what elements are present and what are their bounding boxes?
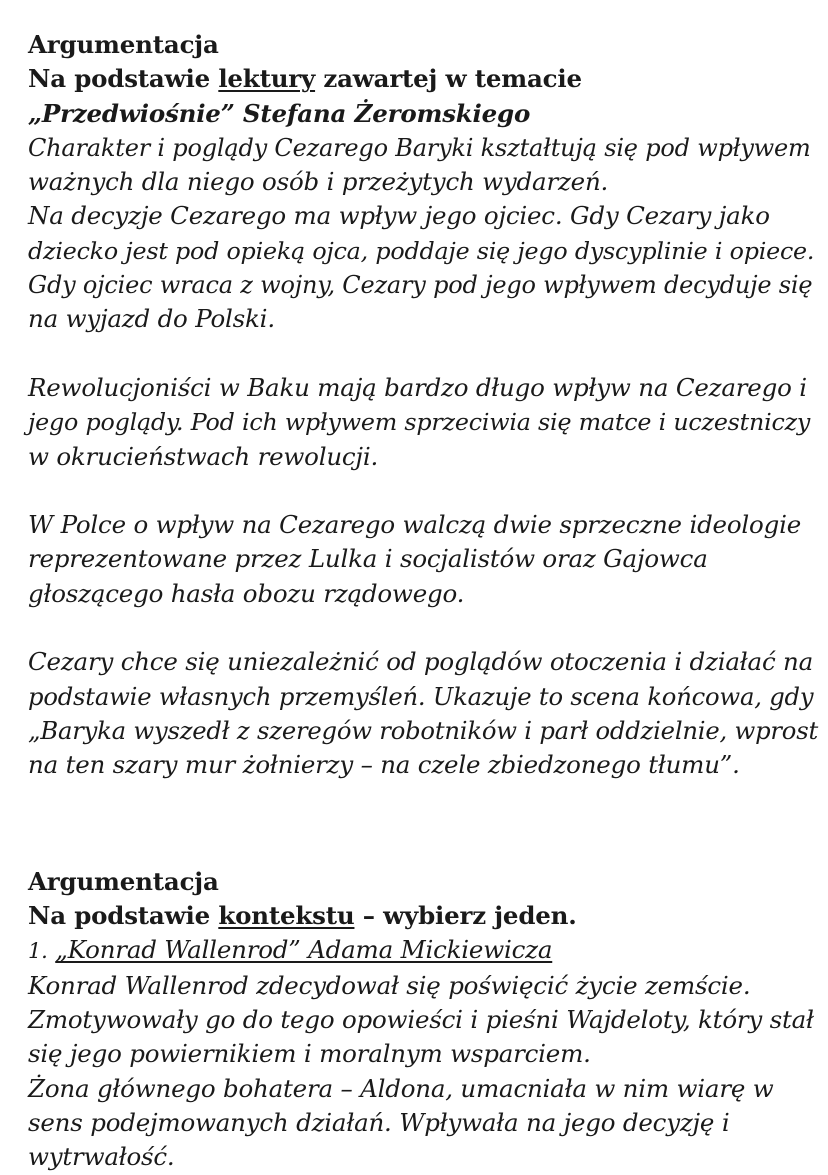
text-line: Żona głównego bohatera – Aldona, umacniała w nim wiarę w: [28, 1073, 774, 1103]
text-line: podstawie własnych przemyśleń. Ukazuje to scena końcowa, gdy: [28, 681, 814, 711]
text-line: sens podejmowanych działań. Wpływała na jego decyzję i: [28, 1107, 730, 1137]
section-lektura: [28, 28, 818, 783]
text-line: Konrad Wallenrod zdecydował się poświęcić życie zemście.: [28, 970, 751, 1000]
text-line: na ten szary mur żołnierzy – na czele zbiedzonego tłumu”.: [28, 750, 740, 780]
section-heading: Argumentacja: [28, 866, 219, 896]
text-line: się jego powiernikiem i moralnym wsparciem.: [28, 1039, 591, 1069]
text-line: Cezary chce się uniezależnić od poglądów otoczenia i działać na: [28, 647, 814, 677]
underlined-word: lektury: [218, 64, 316, 94]
text-line: dziecko jest pod opieką ojca, poddaje się jego dyscyplinie i opiece.: [28, 236, 815, 265]
text-line: w okrucieństwach rewolucji.: [28, 441, 379, 471]
item-number: 1.: [28, 939, 48, 964]
paragraph: [28, 371, 818, 474]
text-line: Charakter i poglądy Cezarego Baryki kształtują się pod wpływem: [28, 133, 811, 162]
section-heading: Argumentacja: [28, 30, 219, 59]
text-line: głoszącego hasła obozu rządowego.: [28, 578, 465, 608]
section-subheading: [28, 899, 818, 933]
text-line: jego poglądy. Pod ich wpływem sprzeciwia się matce i uczestniczy: [28, 408, 811, 437]
item-title: „Konrad Wallenrod” Adama Mickiewicza: [55, 935, 553, 965]
paragraph: [28, 131, 818, 337]
paragraph: [28, 508, 818, 611]
spacer: [28, 337, 818, 371]
underlined-word: kontekstu: [218, 901, 355, 931]
subheading-text: zawartej w temacie: [315, 64, 582, 94]
section-kontekst: [28, 865, 818, 1175]
book-title: „Przedwiośnie” Stefana Żeromskiego: [28, 98, 531, 128]
section-subheading: [28, 62, 818, 96]
text-line: Rewolucjoniści w Baku mają bardzo długo wpływ na Cezarego i: [28, 372, 807, 402]
text-line: „Baryka wyszedł z szeregów robotników i parł oddzielnie, wprost: [28, 715, 818, 745]
spacer: [28, 474, 818, 508]
subheading-text: Na podstawie: [28, 64, 219, 94]
text-line: Zmotywowały go do tego opowieści i pieśni Wajdeloty, który stał: [28, 1005, 814, 1035]
text-line: ważnych dla niego osób i przeżytych wydarzeń.: [28, 167, 609, 197]
text-line: Gdy ojciec wraca z wojny, Cezary pod jego wpływem decyduje się: [28, 271, 813, 300]
spacer: [28, 817, 818, 865]
context-item-title: [28, 933, 818, 968]
text-line: na wyjazd do Polski.: [28, 304, 275, 334]
text-line: wytrwałość.: [28, 1142, 175, 1172]
spacer: [28, 783, 818, 817]
text-line: reprezentowane przez Lulka i socjalistów oraz Gajowca: [28, 544, 708, 574]
subheading-text: – wybierz jeden.: [354, 901, 577, 931]
text-line: Na decyzje Cezarego ma wpływ jego ojciec. Gdy Cezary jako: [28, 201, 770, 231]
text-line: W Polce o wpływ na Cezarego walczą dwie sprzeczne ideologie: [28, 510, 802, 540]
subheading-text: Na podstawie: [28, 901, 219, 931]
spacer: [28, 611, 818, 645]
paragraph: [28, 645, 818, 782]
document-page: [28, 28, 818, 1175]
